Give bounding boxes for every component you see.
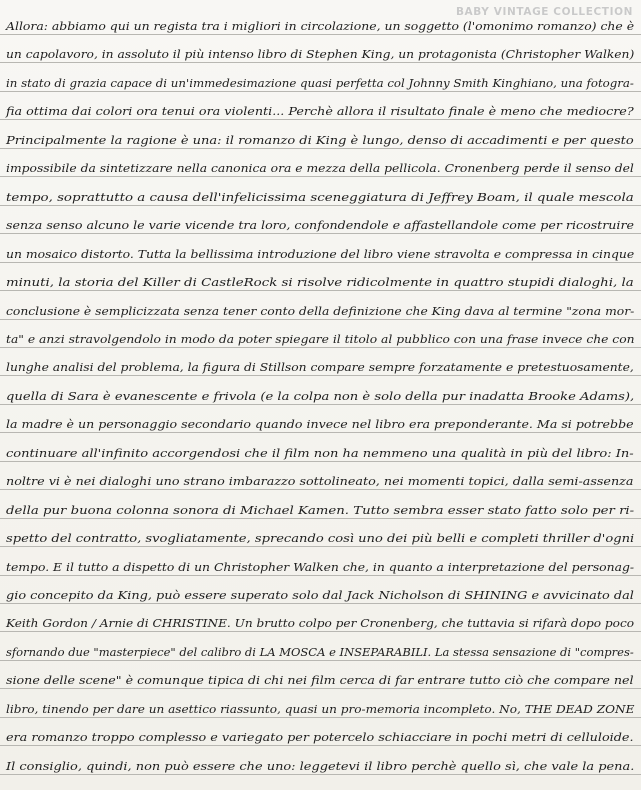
- text-line: tempo, soprattutto a causa dell'infelicissima sceneggiatura di Jeffrey Boam, il quale mescola: [6, 189, 634, 204]
- text-line: Keith Gordon / Arnie di CHRISTINE. Un brutto colpo per Cronenberg, che tuttavia si rifarà dopo poco: [6, 616, 635, 631]
- text-line: la madre è un personaggio secondario quando invece nel libro era preponderante. Ma si potrebbe: [6, 417, 634, 432]
- text-line: Il consiglio, quindi, non può essere che uno: leggetevi il libro perchè quello sì, che vale la pena.: [6, 758, 635, 773]
- text-line: era romanzo troppo complesso e variegato per potercelo schiacciare in pochi metri di celluloide.: [6, 730, 634, 745]
- text-line: Principalmente la ragione è una: il romanzo di King è lungo, denso di accadimenti e per questo: [6, 132, 634, 147]
- text-line: fia ottima dai colori ora tenui ora violenti... Perchè allora il risultato finale è meno che mediocre?: [6, 104, 634, 119]
- text-line: un mosaico distorto. Tutta la bellissima introduzione del libro viene stravolta e compressa in cinque: [6, 246, 635, 261]
- text-line: gio concepito da King, può essere superato solo dal Jack Nicholson di SHINING e avvicinato dal: [6, 588, 634, 602]
- text-line: impossibile da sintetizzare nella canonica ora e mezza della pellicola. Cronenberg perde il senso del: [6, 161, 634, 176]
- text-line: Allora: abbiamo qui un regista tra i migliori in circolazione, un soggetto (l'omonimo romanzo) che è: [6, 19, 635, 33]
- text-line: ta" e anzi stravolgendolo in modo da poter spiegare il titolo al pubblico con una frase invece che con: [6, 331, 635, 346]
- text-line: sione delle scene" è comunque tipica di chi nei film cerca di far entrare tutto ciò che compare nel: [6, 673, 634, 688]
- watermark-text: BABY VINTAGE COLLECTION: [455, 6, 633, 18]
- text-line: spetto del contratto, svogliatamente, sprecando così uno dei più belli e completi thriller d'ogni: [6, 531, 635, 546]
- text-line: noltre vi è nei dialoghi uno strano imbarazzo sottolineato, nei momenti topici, dalla semi-assenza: [6, 474, 634, 489]
- text-line: continuare all'infinito accorgendosi che il film non ha nemmeno una qualità in più del libro: In-: [6, 445, 634, 460]
- text-line: tempo. E il tutto a dispetto di un Christopher Walken che, in quanto a interpretazione del personag-: [6, 559, 635, 574]
- text-line: libro, tinendo per dare un asettico riassunto, quasi un pro-memoria incompleto. No, THE DEAD ZONE: [6, 701, 635, 716]
- text-line: senza senso alcuno le varie vicende tra loro, confondendole e affastellandole come per ricostruire: [6, 218, 635, 233]
- text-line: conclusione è semplicizzata senza tener conto della definizione che King dava al termine "zona mor-: [6, 303, 635, 318]
- text-line: minuti, la storia del Killer di CastleRock si risolve ridicolmente in quattro stupidi dialoghi, la: [6, 275, 634, 290]
- text-line: un capolavoro, in assoluto il più intenso libro di Stephen King, un protagonista (Christopher Walken): [6, 47, 635, 62]
- text-line: sfornando due "masterpiece" del calibro di LA MOSCA e INSEPARABILI. La stessa sensazione di "compres-: [6, 644, 634, 659]
- text-line: in stato di grazia capace di un'immedesimazione quasi perfetta col Johnny Smith Kinghiano, una fotogra-: [6, 75, 634, 90]
- text-line: lunghe analisi del problema, la figura di Stillson compare sempre forzatamente e pretestuosamente,: [6, 360, 634, 375]
- text-line: della pur buona colonna sonora di Michael Kamen. Tutto sembra esser stato fatto solo per ri-: [6, 502, 635, 517]
- text-line: quella di Sara è evanescente e frivola (e la colpa non è solo della pur inadatta Brooke Adams),: [6, 388, 635, 403]
